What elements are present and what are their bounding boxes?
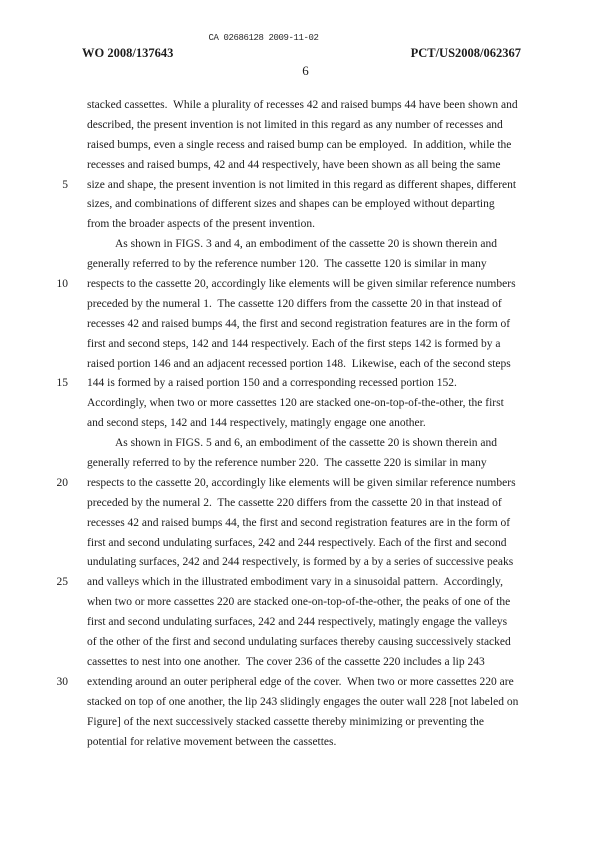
text-line bbox=[0, 335, 611, 355]
text-line bbox=[0, 215, 611, 235]
line-text: and second steps, 142 and 144 respectively, matingly engage one another. bbox=[87, 417, 426, 430]
line-text: As shown in FIGS. 5 and 6, an embodiment of the cassette 20 is shown therein and bbox=[115, 437, 497, 450]
line-text: recesses 42 and raised bumps 44, the first and second registration features are in the form of bbox=[87, 516, 511, 529]
page-number: 6 bbox=[302, 63, 309, 78]
text-line bbox=[0, 235, 611, 255]
text-line bbox=[0, 275, 611, 295]
line-text: of the other of the first and second undulating surfaces thereby causing successively stacked bbox=[87, 636, 511, 649]
text-line bbox=[0, 315, 611, 335]
line-text: from the broader aspects of the present invention. bbox=[87, 218, 316, 231]
line-text: raised portion 146 and an adjacent recessed portion 148. Likewise, each of the second steps bbox=[87, 357, 511, 370]
line-text: first and second undulating surfaces, 242 and 244 respectively. Each of the first and second bbox=[87, 536, 507, 549]
text-line bbox=[0, 553, 611, 573]
line-number: 10 bbox=[56, 278, 68, 291]
line-text: raised bumps, even a single recess and raised bump can be employed. In addition, while the bbox=[87, 138, 512, 151]
line-text: undulating surfaces, 242 and 244 respectively, is formed by a by a series of successive peaks bbox=[87, 556, 514, 569]
text-line bbox=[0, 573, 611, 593]
text-line bbox=[0, 673, 611, 693]
line-text: preceded by the numeral 2. The cassette 220 differs from the cassette 20 in that instead of bbox=[87, 496, 502, 509]
text-line bbox=[0, 116, 611, 136]
text-line bbox=[0, 255, 611, 275]
text-line bbox=[0, 733, 611, 753]
line-number: 20 bbox=[56, 476, 68, 489]
line-text: 144 is formed by a raised portion 150 and a corresponding recessed portion 152. bbox=[87, 377, 457, 390]
application-number: PCT/US2008/062367 bbox=[410, 46, 521, 60]
text-line bbox=[0, 176, 611, 196]
text-line bbox=[0, 653, 611, 673]
line-text: cassettes to nest into one another. The cover 236 of the cassette 220 includes a lip 243 bbox=[87, 655, 485, 668]
line-text: and valleys which in the illustrated embodiment vary in a sinusoidal pattern. Accordingly, bbox=[87, 576, 504, 589]
line-text: potential for relative movement between the cassettes. bbox=[87, 735, 337, 748]
text-line bbox=[0, 534, 611, 554]
text-line bbox=[0, 593, 611, 613]
line-text: generally referred to by the reference number 220. The cassette 220 is similar in many bbox=[87, 457, 487, 470]
text-line bbox=[0, 713, 611, 733]
text-line bbox=[0, 454, 611, 474]
line-text: preceded by the numeral 1. The cassette 120 differs from the cassette 20 in that instead of bbox=[87, 297, 502, 310]
text-line bbox=[0, 514, 611, 534]
text-line bbox=[0, 613, 611, 633]
line-number: 25 bbox=[56, 576, 68, 589]
text-line bbox=[0, 414, 611, 434]
line-text: respects to the cassette 20, accordingly like elements will be given similar reference numbers bbox=[87, 278, 516, 291]
line-text: first and second undulating surfaces, 242 and 244 respectively, matingly engage the valleys bbox=[87, 616, 508, 629]
line-text: when two or more cassettes 220 are stacked one-on-top-of-the-other, the peaks of one of the bbox=[87, 596, 511, 609]
text-line bbox=[0, 494, 611, 514]
text-line bbox=[0, 474, 611, 494]
line-number: 30 bbox=[56, 675, 68, 688]
line-text: first and second steps, 142 and 144 respectively. Each of the first steps 142 is formed by a bbox=[87, 337, 501, 350]
line-text: recesses 42 and raised bumps 44, the first and second registration features are in the form of bbox=[87, 317, 511, 330]
text-line bbox=[0, 693, 611, 713]
text-line bbox=[0, 374, 611, 394]
scan-stamp: CA 02686128 2009-11-02 bbox=[208, 33, 319, 43]
text-line bbox=[0, 434, 611, 454]
text-line bbox=[0, 633, 611, 653]
text-line bbox=[0, 96, 611, 116]
publication-number: WO 2008/137643 bbox=[82, 46, 174, 60]
line-number: 5 bbox=[62, 178, 68, 191]
line-text: respects to the cassette 20, accordingly like elements will be given similar reference numbers bbox=[87, 476, 516, 489]
text-line bbox=[0, 136, 611, 156]
line-text: recesses and raised bumps, 42 and 44 respectively, have been shown as all being the same bbox=[87, 158, 501, 171]
line-number: 15 bbox=[56, 377, 68, 390]
line-text: Accordingly, when two or more cassettes 120 are stacked one-on-top-of-the-other, the first bbox=[87, 397, 504, 410]
text-line bbox=[0, 295, 611, 315]
line-text: sizes, and combinations of different sizes and shapes can be employed without departing bbox=[87, 198, 495, 211]
line-text: stacked on top of one another, the lip 243 slidingly engages the outer wall 228 [not labeled on bbox=[87, 695, 519, 708]
text-line bbox=[0, 156, 611, 176]
text-line bbox=[0, 195, 611, 215]
line-text: As shown in FIGS. 3 and 4, an embodiment of the cassette 20 is shown therein and bbox=[115, 238, 497, 251]
line-text: size and shape, the present invention is not limited in this regard as different shapes, different bbox=[87, 178, 517, 191]
line-text: Figure] of the next successively stacked cassette thereby minimizing or preventing the bbox=[87, 715, 484, 728]
line-text: extending around an outer peripheral edge of the cover. When two or more cassettes 220 are bbox=[87, 675, 514, 688]
text-line bbox=[0, 394, 611, 414]
line-text: stacked cassettes. While a plurality of recesses 42 and raised bumps 44 have been shown and bbox=[87, 99, 518, 111]
body-text bbox=[0, 96, 611, 752]
line-text: generally referred to by the reference number 120. The cassette 120 is similar in many bbox=[87, 258, 487, 271]
text-line bbox=[0, 355, 611, 375]
line-text: described, the present invention is not limited in this regard as any number of recesses and bbox=[87, 118, 503, 131]
